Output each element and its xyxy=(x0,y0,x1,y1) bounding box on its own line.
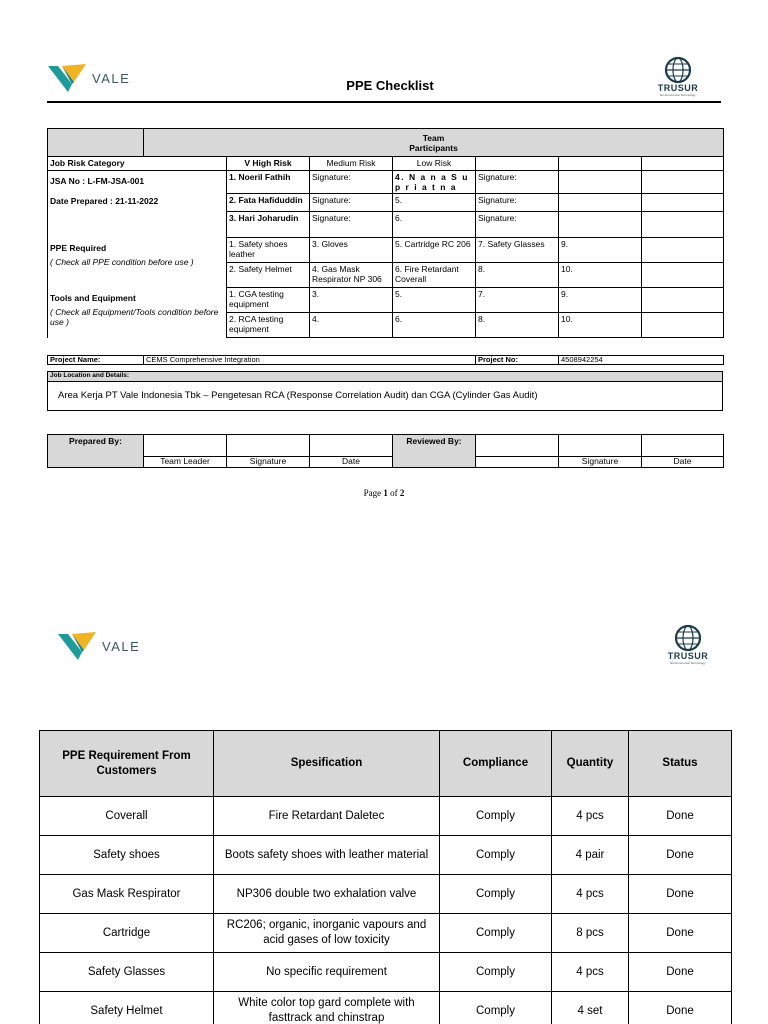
reviewed-signature-field[interactable] xyxy=(559,435,642,457)
header-rule xyxy=(47,101,721,103)
team-leader-field[interactable] xyxy=(144,435,227,457)
column-header: Spesification xyxy=(214,731,440,797)
reviewed-by-label: Reviewed By: xyxy=(393,435,476,468)
low-risk-option[interactable]: Low Risk xyxy=(393,157,476,171)
participant-signature[interactable]: Signature: xyxy=(476,171,559,194)
trusur-globe-icon xyxy=(674,624,702,652)
table-row: Gas Mask Respirator NP306 double two exhalation valve Comply 4 pcs Done xyxy=(40,875,732,914)
participant-signature[interactable]: Signature: xyxy=(310,212,393,238)
team-header: Team Participants xyxy=(144,129,724,157)
ppe-item[interactable]: 10. xyxy=(559,263,642,288)
tools-note: ( Check all Equipment/Tools condition before use ) xyxy=(50,306,219,327)
date-prepared: Date Prepared : 21-11-2022 xyxy=(50,196,159,206)
participant-signature[interactable]: Signature: xyxy=(310,194,393,212)
ppe-item[interactable]: 4. Gas Mask Respirator NP 306 xyxy=(310,263,393,288)
ppe-required-section xyxy=(48,238,227,288)
vale-mark-icon xyxy=(58,630,98,662)
project-name-label: Project Name: xyxy=(48,356,144,365)
trusur-globe-icon xyxy=(664,56,692,84)
ppe-item[interactable]: 8. xyxy=(476,263,559,288)
job-location-table xyxy=(47,371,723,411)
prepared-signature-field[interactable] xyxy=(227,435,310,457)
tool-item[interactable]: 7. xyxy=(476,288,559,313)
tools-section xyxy=(48,288,227,338)
vale-mark-icon xyxy=(48,62,88,94)
tool-item[interactable]: 2. RCA testing equipment xyxy=(227,313,310,338)
column-header: Quantity xyxy=(552,731,629,797)
ppe-required-label: PPE Required xyxy=(50,242,107,253)
trusur-logo xyxy=(666,624,710,665)
participant-name: 2. Fata Hafiduddin xyxy=(227,194,310,212)
job-risk-category-label: Job Risk Category xyxy=(48,157,227,171)
tool-item[interactable]: 3. xyxy=(310,288,393,313)
jsa-info xyxy=(48,171,227,238)
project-name-value: CEMS Comprehensive Integration xyxy=(144,356,476,365)
reviewed-date-field[interactable] xyxy=(642,435,724,457)
tool-item[interactable]: 8. xyxy=(476,313,559,338)
signature-caption: Signature xyxy=(559,457,642,468)
ppe-item[interactable]: 7. Safety Glasses xyxy=(476,238,559,263)
medium-risk-option[interactable]: Medium Risk xyxy=(310,157,393,171)
checklist-table xyxy=(47,128,724,338)
tool-item[interactable]: 5. xyxy=(393,288,476,313)
job-location-label: Job Location and Details: xyxy=(48,372,723,382)
date-caption: Date xyxy=(310,457,393,468)
participant-signature[interactable]: Signature: xyxy=(476,194,559,212)
tool-item[interactable]: 6. xyxy=(393,313,476,338)
corner-cell xyxy=(48,129,144,157)
signature-caption: Signature xyxy=(227,457,310,468)
table-row: Safety Glasses No specific requirement Comply 4 pcs Done xyxy=(40,953,732,992)
team-leader-caption: Team Leader xyxy=(144,457,227,468)
participant-name: 1. Noeril Fathih xyxy=(227,171,310,194)
tool-item[interactable]: 1. CGA testing equipment xyxy=(227,288,310,313)
tool-item[interactable]: 9. xyxy=(559,288,642,313)
table-row: Coverall Fire Retardant Daletec Comply 4 pcs Done xyxy=(40,797,732,836)
vale-logo xyxy=(58,630,140,662)
job-location-value: Area Kerja PT Vale Indonesia Tbk – Pengetesan RCA (Response Correlation Audit) dan CGA (Cylinder Gas Audit) xyxy=(48,382,723,411)
participant-name: 5. xyxy=(393,194,476,212)
reviewer-field[interactable] xyxy=(476,435,559,457)
participant-name: 6. xyxy=(393,212,476,238)
ppe-item[interactable]: 1. Safety shoes leather xyxy=(227,238,310,263)
participant-signature[interactable]: Signature: xyxy=(476,212,559,238)
vale-wordmark: VALE xyxy=(92,70,131,86)
approval-table xyxy=(47,434,724,468)
vale-logo xyxy=(48,62,130,94)
column-header: Status xyxy=(629,731,732,797)
column-header: Compliance xyxy=(440,731,552,797)
participant-signature[interactable]: Signature: xyxy=(310,171,393,194)
prepared-date-field[interactable] xyxy=(310,435,393,457)
ppe-item[interactable]: 6. Fire Retardant Coverall xyxy=(393,263,476,288)
trusur-tagline: Environmental Technology xyxy=(660,93,696,97)
trusur-logo xyxy=(656,56,700,97)
tool-item[interactable]: 10. xyxy=(559,313,642,338)
participant-name: 4. N a n a S u p r i a t n a xyxy=(393,171,476,194)
trusur-wordmark: TRUSUR xyxy=(657,83,699,93)
project-no-label: Project No: xyxy=(476,356,559,365)
ppe-note: ( Check all PPE condition before use ) xyxy=(50,256,194,267)
prepared-by-label: Prepared By: xyxy=(48,435,144,468)
ppe-requirements-table xyxy=(39,730,732,1024)
trusur-tagline: Environmental Technology xyxy=(670,661,706,665)
participant-name: 3. Hari Joharudin xyxy=(227,212,310,238)
page-title: PPE Checklist xyxy=(346,78,434,93)
table-row: Safety shoes Boots safety shoes with leather material Comply 4 pair Done xyxy=(40,836,732,875)
ppe-item[interactable]: 9. xyxy=(559,238,642,263)
tool-item[interactable]: 4. xyxy=(310,313,393,338)
page-number: Page 1 of 2 xyxy=(363,488,405,498)
jsa-number: JSA No : L-FM-JSA-001 xyxy=(50,176,145,186)
date-caption: Date xyxy=(642,457,724,468)
project-table xyxy=(47,355,724,365)
ppe-item[interactable]: 3. Gloves xyxy=(310,238,393,263)
tools-label: Tools and Equipment xyxy=(50,292,136,303)
column-header: PPE Requirement From Customers xyxy=(40,731,214,797)
project-no-value: 4508942254 xyxy=(559,356,724,365)
ppe-item[interactable]: 2. Safety Helmet xyxy=(227,263,310,288)
vale-wordmark: VALE xyxy=(102,638,141,654)
table-row: Cartridge RC206; organic, inorganic vapours and acid gases of low toxicity Comply 8 pcs Done xyxy=(40,914,732,953)
ppe-item[interactable]: 5. Cartridge RC 206 xyxy=(393,238,476,263)
trusur-wordmark: TRUSUR xyxy=(667,651,709,661)
high-risk-option[interactable]: V High Risk xyxy=(227,157,310,171)
table-row: Safety Helmet White color top gard complete with fasttrack and chinstrap Comply 4 set Done xyxy=(40,992,732,1024)
